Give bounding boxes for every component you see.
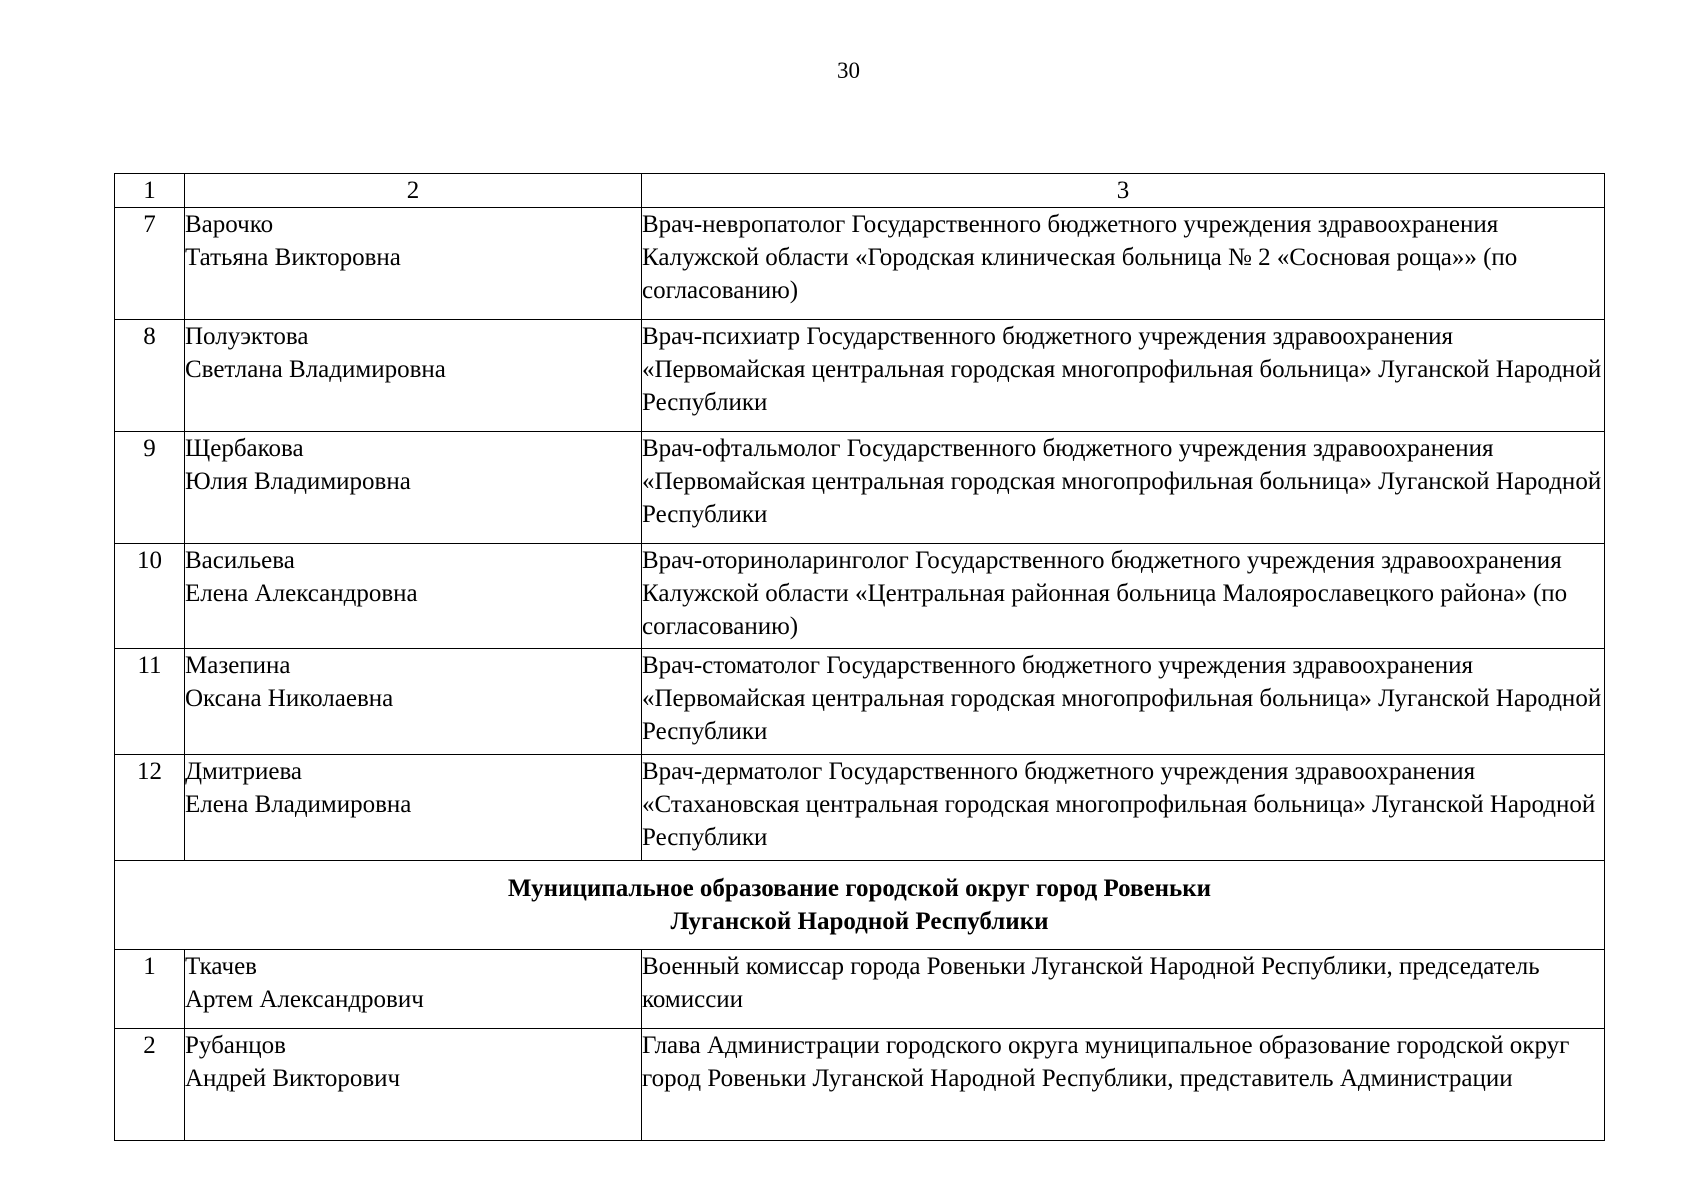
row-number: 2 [115,1029,185,1141]
table-row [115,755,1605,861]
section-heading [115,861,1605,950]
surname: Варочко [185,211,274,238]
surname: Полуэктова [185,323,309,350]
person-name [185,1029,642,1141]
surname: Щербакова [185,435,304,462]
person-name [185,755,642,861]
header-col-2: 2 [185,174,642,208]
position-text: Врач-невропатолог Государственного бюджетного учреждения здравоохранения Калужской области «Городская клиническая больница № 2 «Сосновая роща»» (по согласованию) [642,208,1605,320]
surname: Рубанцов [185,1032,286,1059]
table-row [115,432,1605,544]
table-row [115,320,1605,432]
row-number: 9 [115,432,185,544]
position-text: Врач-офтальмолог Государственного бюджетного учреждения здравоохранения «Первомайская центральная городская многопрофильная больница» Луганской Народной Республики [642,432,1605,544]
header-col-1: 1 [115,174,185,208]
row-number: 11 [115,649,185,755]
given-names: Светлана Владимировна [185,356,446,383]
person-name [185,432,642,544]
given-names: Артем Александрович [185,986,424,1013]
given-names: Елена Владимировна [185,791,412,818]
commission-table [114,173,1605,1141]
table-row [115,544,1605,649]
person-name [185,208,642,320]
page-number: 30 [837,58,860,83]
surname: Ткачев [185,953,257,980]
person-name [185,320,642,432]
given-names: Оксана Николаевна [185,685,394,712]
row-number: 1 [115,950,185,1029]
position-text: Глава Администрации городского округа муниципальное образование городской округ город Ровеньки Луганской Народной Республики, представитель Администрации [642,1029,1605,1141]
row-number: 12 [115,755,185,861]
table-row [115,1029,1605,1141]
position-text: Врач-стоматолог Государственного бюджетного учреждения здравоохранения «Первомайская центральная городская многопрофильная больница» Луганской Народной Республики [642,649,1605,755]
table-header-row [115,174,1605,208]
row-number: 7 [115,208,185,320]
row-number: 8 [115,320,185,432]
section-heading-row [115,861,1605,950]
table-row [115,950,1605,1029]
surname: Мазепина [185,652,291,679]
table-row [115,649,1605,755]
person-name [185,649,642,755]
surname: Васильева [185,547,295,574]
row-number: 10 [115,544,185,649]
person-name [185,544,642,649]
table-row [115,208,1605,320]
surname: Дмитриева [185,758,303,785]
position-text: Врач-дерматолог Государственного бюджетного учреждения здравоохранения «Стахановская центральная городская многопрофильная больница» Луганской Народной Республики [642,755,1605,861]
section-heading-line-1: Муниципальное образование городской округ город Ровеньки [507,875,1212,902]
position-text: Врач-психиатр Государственного бюджетного учреждения здравоохранения «Первомайская центральная городская многопрофильная больница» Луганской Народной Республики [642,320,1605,432]
given-names: Юлия Владимировна [185,468,411,495]
position-text: Военный комиссар города Ровеньки Луганской Народной Республики, председатель комиссии [642,950,1605,1029]
given-names: Андрей Викторович [185,1065,401,1092]
person-name [185,950,642,1029]
header-col-3: 3 [642,174,1605,208]
position-text: Врач-оториноларинголог Государственного бюджетного учреждения здравоохранения Калужской области «Центральная районная больница Малоярославецкого района» (по согласованию) [642,544,1605,649]
given-names: Татьяна Викторовна [185,244,401,271]
given-names: Елена Александровна [185,580,418,607]
section-heading-line-2: Луганской Народной Республики [670,908,1049,935]
